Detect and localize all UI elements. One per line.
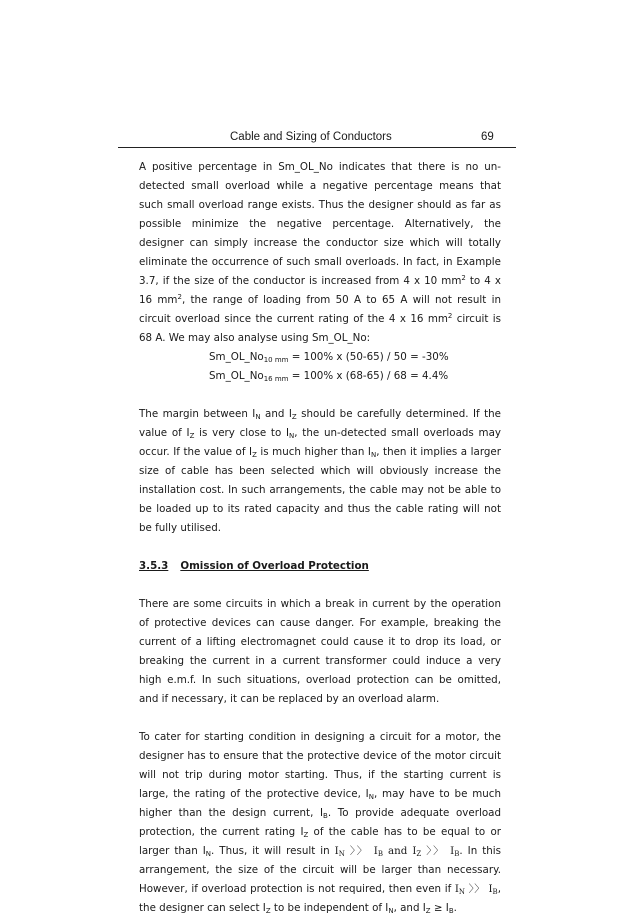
paragraph-margin: The margin between $I_N$ and $I_Z$ should be carefully determined. If the value of $I_Z$ is very close to $I_N$, the un-detected small overloads may occur. If the value of $I_Z$ is much higher than $I_N$, then it implies a larger size of cable has been selected which will obviously increase the installation cost. In such arrangements, the cable may not be able to be loaded up to its rated capacity and thus the cable rating will not be fully utilised. [139, 408, 501, 534]
page-number: 69 [481, 131, 494, 143]
running-header [118, 131, 516, 148]
section-heading [139, 557, 501, 576]
math-relation: $I_N$ 〉〉 $I_B$ and $I_Z$ 〉〉 $I_B$ [334, 845, 460, 858]
paragraph-omission: There are some circuits in which a break in current by the operation of protective devices can cause danger. For example, breaking the current of a lifting electromagnet could cause it to drop its load, or breaking the current in a current transformer could induce a very high e.m.f. In such situations, overload protection can be omitted, and if necessary, it can be replaced by an overload alarm. [139, 598, 502, 705]
body-text [139, 158, 501, 918]
section-title: Omission of Overload Protection [180, 560, 369, 572]
math-relation: $I_N$ 〉〉 $I_B$ [454, 883, 498, 896]
paragraph-motor-starting: To cater for starting condition in designing a circuit for a motor, the designer has to ensure that the protective device of the motor circuit will not trip during motor starting. Thus, if the starting current is large, the rating of the protective device, $I_N$, may have to be much higher than the design current, $I_B$. To provide adequate overload protection, the current rating $I_Z$ of the cable has to be equal to or larger than $I_N$. Thus, it will result in $I_N$ 〉〉 $I_B$ and $I_Z$ 〉〉 $I_B$. In this arrangement, the size of the circuit will be larger than necessary. However, if overload protection is not required, then even if $I_N$ 〉〉 $I_B$, the designer can select $I_Z$ to be independent of $I_N$, and $I_Z \ge I_B$. [139, 731, 502, 915]
section-number: 3.5.3 [139, 560, 169, 572]
header-title: Cable and Sizing of Conductors [230, 131, 392, 143]
equation-10mm: $Sm\_OL\_No_{10 mm} = 100\%$ x (50-65) / 50 = -30% [209, 351, 449, 364]
paragraph-sm-ol-no: A positive percentage in Sm_OL_No indicates that there is no un-detected small overload while a negative percentage means that such small overload range exists. Thus the designer should as far as possible minimize the negative percentage. Alternatively, the designer can simply increase the conductor size which will totally eliminate the occurrence of such small overloads. In fact, in Example 3.7, if the size of the conductor is increased from 4 x 10 $mm^2$ to 4 x 16 $mm^2$, the range of loading from 50 A to 65 A will not result in circuit overload since the current rating of the 4 x 16 $mm^2$ circuit is 68 A. We may also analyse using Sm_OL_No: [139, 161, 501, 344]
equation-16mm: $Sm\_OL\_No_{16 mm} = 100\%$ x (68-65) / 68 = 4.4% [209, 370, 449, 383]
